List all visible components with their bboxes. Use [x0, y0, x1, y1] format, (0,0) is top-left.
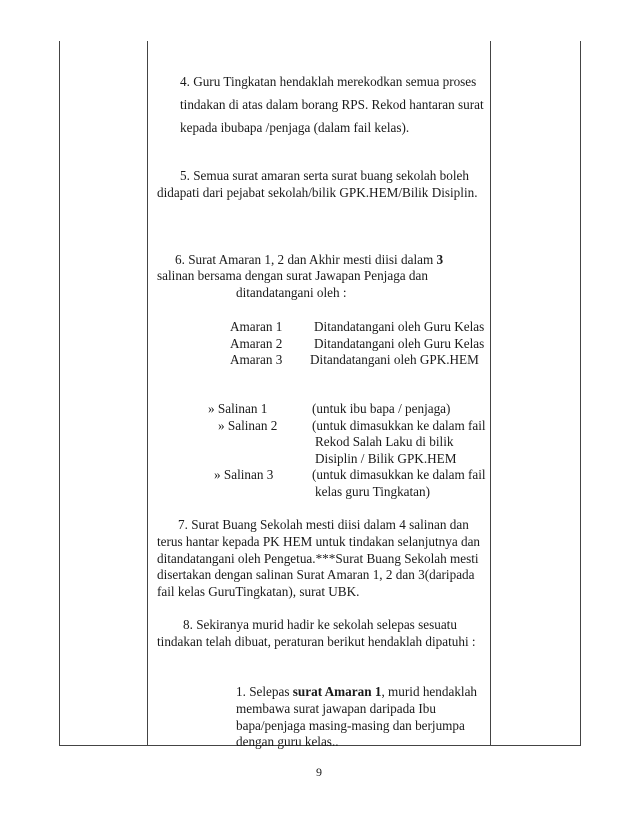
item8-sub1-suffix: , murid hendaklah [381, 684, 478, 699]
item8-sub1-line1 [236, 683, 477, 700]
amaran-2-label: Amaran 2 [230, 336, 283, 351]
item7-line3: ditandatangani oleh Pengetua.***Surat Buang Sekolah mesti [157, 551, 479, 566]
salinan-2-line2: Rekod Salah Laku di bilik [315, 434, 454, 449]
item6-line3: ditandatangani oleh : [236, 285, 347, 300]
amaran-1-value: Ditandatangani oleh Guru Kelas [314, 319, 485, 334]
salinan-1-label: » Salinan 1 [208, 401, 268, 416]
item5-line2: didapati dari pejabat sekolah/bilik GPK.HEM/Bilik Disiplin. [157, 185, 478, 200]
column-divider-right [490, 41, 491, 746]
item6-line2: salinan bersama dengan surat Jawapan Penjaga dan [157, 268, 428, 283]
item8-sub1-line4: dengan guru kelas.. [236, 734, 339, 749]
item8-line1: 8. Sekiranya murid hadir ke sekolah selepas sesuatu [183, 617, 457, 632]
salinan-3-line2: kelas guru Tingkatan) [315, 484, 431, 499]
amaran-3-label: Amaran 3 [230, 352, 283, 367]
item6-line1-bold: 3 [436, 252, 444, 267]
salinan-3-line1: (untuk dimasukkan ke dalam fail [312, 467, 486, 482]
item8-sub1-line3: bapa/penjaga masing-masing dan berjumpa [236, 718, 465, 733]
amaran-3-value: Ditandatangani oleh GPK.HEM [310, 352, 479, 367]
column-divider-left [147, 41, 148, 746]
item8-line2: tindakan telah dibuat, peraturan berikut hendaklah dipatuhi : [157, 634, 476, 649]
item7-line5: fail kelas GuruTingkatan), surat UBK. [157, 584, 360, 599]
item8-sub1-prefix: 1. Selepas [236, 684, 293, 699]
salinan-2-line3: Disiplin / Bilik GPK.HEM [315, 451, 457, 466]
salinan-2-line1: (untuk dimasukkan ke dalam fail [312, 418, 486, 433]
item8-sub1-bold: surat Amaran 1 [292, 684, 382, 699]
item6-line1 [175, 251, 443, 268]
salinan-2-label: » Salinan 2 [218, 418, 278, 433]
item7-line1: 7. Surat Buang Sekolah mesti diisi dalam 4 salinan dan [178, 517, 469, 532]
item5-line1: 5. Semua surat amaran serta surat buang sekolah boleh [180, 168, 469, 183]
salinan-3-label: » Salinan 3 [214, 467, 274, 482]
page-number: 9 [316, 765, 322, 779]
item7-line2: terus hantar kepada PK HEM untuk tindakan selanjutnya dan [157, 534, 481, 549]
item4-line3: kepada ibubapa /penjaga (dalam fail kelas). [180, 120, 410, 135]
item4-line2: tindakan di atas dalam borang RPS. Rekod hantaran surat [180, 97, 484, 112]
item8-sub1-line2: membawa surat jawapan daripada Ibu [236, 701, 436, 716]
amaran-1-label: Amaran 1 [230, 319, 283, 334]
item4-line1: 4. Guru Tingkatan hendaklah merekodkan semua proses [180, 74, 477, 89]
item7-line4: disertakan dengan salinan Surat Amaran 1, 2 dan 3(daripada [157, 567, 475, 582]
salinan-1-line1: (untuk ibu bapa / penjaga) [312, 401, 451, 416]
item6-line1-text: 6. Surat Amaran 1, 2 dan Akhir mesti diisi dalam [175, 252, 437, 267]
amaran-2-value: Ditandatangani oleh Guru Kelas [314, 336, 485, 351]
